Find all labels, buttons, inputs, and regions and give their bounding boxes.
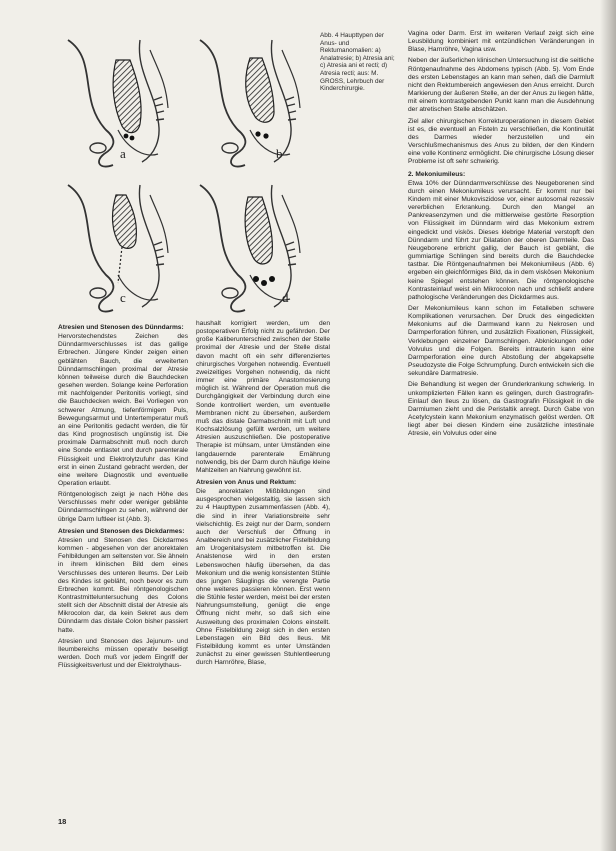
figure-panel-c [68, 185, 168, 312]
figure-panel-label-d: d [282, 290, 289, 305]
section-heading-meconium-ileus: 2. Mekoniumileus: [408, 170, 466, 178]
figure-panel-a [68, 40, 168, 167]
anorectal-anomaly-figure [58, 30, 313, 315]
figure-panel-label-b: b [276, 146, 283, 161]
paragraph: Atresien und Stenosen des Jejunum- und Ileumbereichs müssen operativ beseitigt werden. Doch muß vor jedem Eingriff der Flüssigkeitsverlust und der Elektrolythaus- [58, 637, 188, 670]
paragraph: Hervorstechendstes Zeichen des Dünndarmverschlusses ist das gallige Erbrechen. Jüngere Kinder zeigen einen geblähten Bauch, die erweiterten Dünndarmschlingen proximal der Atresie können teilweise durch die Bauchdecken gesehen werden. Solange keine Perforation mit nachfolgender Peritonitis vorliegt, sind die Bauchdecken weich. Bei Vorliegen von schwerer Atmung, tiefenförmigem Puls, Bewegungsarmut und Untertemperatur muß an eine Peritonitis gedacht werden, die für das Kind prognostisch ungünstig ist. Die proximale Darmabschnitt muß noch durch eine Sonde entlastet und durch parenterale Flüssigkeit und Elektrolytzufuhr das Kind erst in einen Zustand gebracht werden, der eine weitere Diagnostik und eventuelle Operation erlaubt. [58, 333, 188, 487]
section-heading-small-bowel: Atresien und Stenosen des Dünndarms: [58, 324, 184, 331]
paragraph: Ziel aller chirurgischen Korrekturoperationen in diesem Gebiet ist es, die eventuell an Fisteln zu verschließen, die Kontinuität des Darmes wieder herzustellen und ein Verschlußmechanismus des Anus zu bilden, der den Kindern eine volle Kontinenz ermöglicht. Die chirurgische Lösung dieser Probleme ist oft sehr schwierig. [408, 117, 594, 166]
paragraph: Etwa 10% der Dünndarmverschlüsse des Neugeborenen sind durch einen Mekoniumileus verursacht. Er kommt nur bei Kindern mit einer Mukoviszidose vor, einer autosomal rezessiv vererblichen Erkrankung. Durch den Mangel an Pankreasenzymen und die mittlerweise gestörte Resorption von Flüssigkeit im Dünndarm wird das Mekonium extrem eingedickt und viskös. Dieses klebrige Material verstopft den Dünndarm und führt zur Dilatation der oberen Darmteile. Das Neugeborene erbricht gallig, der Bauch ist gebläht, die gummiartige Schlingen sind bereits durch die Bauchdecke tastbar. Die Röntgenaufnahmen bei Mekoniumileus (Abb. 6) ergeben ein gleichförmiges Bild, da in dem viskösen Mekonium keine Spiegel entstehen können. Die röntgenologische Kontrasteinlauf weist ein Mikrocolon nach und schließt andere pathologische Veränderungen des Dickdarmes aus. [408, 179, 594, 301]
figure-caption: Abb. 4 Haupttypen der Anus- und Rektumanomalien: a) Analatresie; b) Atresia ani; c) Atresia ani et recti; d) Atresia recti; aus: M. GROSS, Lehrbuch der Kinderchirurgie. [320, 32, 395, 93]
figure-panel-label-c: c [120, 290, 126, 305]
paragraph: Die anorektalen Mißbildungen sind ausgesprochen vielgestaltig, sie lassen sich zu 4 Haupttypen zusammenfassen (Abb. 4), die sind in ihrer Variationsbreite sehr vielschichtig. Es zeigt nur der Darm, sondern auch der Verschluß der Öffnung in Analbereich und bei zusätzlicher Fistelbildung am Urogenitalsystem mitbetroffen ist. Die Analstenose wird in den ersten Lebenswochen häufig übersehen, da das Mekonium und die wenig konsistenten Stühle des jungen Säuglings die verengte Partie ohne weiteres passieren können. Erst wenn die Stühle fester werden, meist bei der ersten Nahrungsumstellung, genügt die enge Öffnung nicht mehr, so daß sich eine Ausweitung des proximalen Colons einstellt. Ohne Fistelbildung zeigt sich in den ersten Lebenstagen ein Bild des Ileus. Mit Fistelbildung kommt es unter Umständen zunächst zu einer gewissen Stuhlentleerung durch Harnröhre, Blase, [196, 488, 330, 667]
paragraph: Atresien und Stenosen des Dickdarmes kommen - abgesehen von der anorektalen Fehlbildungen am seltensten vor. Sie ähneln in ihrem klinischen Bild dem eines Verschlusses des unteren Ileums. Der Leib des Kindes ist gebläht, noch bevor es zum Erbrechen kommt. Bei röntgenologischen Kontrastmitteluntersuchung des Colons stellt sich der Abschnitt distal der Atresie als Mikrocolon dar, da kein Sekret aus dem Dünndarm das distale Colon bisher passiert hatte. [58, 536, 188, 634]
page-fold-shadow [600, 0, 616, 851]
figure-panel-b [200, 40, 300, 167]
paragraph: Neben der äußerlichen klinischen Untersuchung ist die seitliche Röntgenaufnahme des Abdomens typisch (Abb. 5). Vom Ende des ersten Lebenstages an kann man sehen, daß die Darmluft nicht den Rektumbereich angewiesen den Anus erreicht. Durch Markierung der äußeren Stelle, an der der Anus zu liegen hätte, mit einem kontrastgebenden Punkt kann man die Ausdehnung der atretischen Stelle abschätzen. [408, 57, 594, 114]
text-column-right [408, 30, 594, 442]
section-heading-large-bowel: Atresien und Stenosen des Dickdarmes: [58, 527, 185, 535]
paragraph: Vagina oder Darm. Erst im weiteren Verlauf zeigt sich eine Leusbildung kombiniert mit entzündlichen Veränderungen in Blase, Harnröhre, Vagina usw. [408, 30, 594, 54]
paragraph: Röntgenologisch zeigt je nach Höhe des Verschlusses mehr oder weniger geblähte Dünndarmschlingen zu sehen, während der übrige Darm luftleer ist (Abb. 3). [58, 491, 188, 523]
paragraph: haushalt korrigiert werden, um den postoperativen Erfolg nicht zu gefährden. Der große Kaliberunterschied zwischen der Stelle proximal der Atresie und der Stelle distal davon macht oft ein sehr differenziertes chirurgisches Vorgehen notwendig. Eventuell zweizeitiges Vorgehen notwendig, da nicht immer eine primäre Anastomosierung möglich ist. Während der Operation muß die Durchgängigkeit der Verbindung durch eine Sonde kontrolliert werden, um eventuelle Membranen nicht zu übersehen, außerdem muß das distale Darmabschnitt mit Luft und Kochsalzlösung gefüllt werden, um weitere Atresien auszuschließen. Die postoperative Therapie ist mühsam, unter Umständen eine langdauernde parenterale Ernährung notwendig, bis der Darm durch häufige kleine Mahlzeiten an Nahrung gewöhnt ist. [196, 320, 330, 474]
page-number: 18 [58, 817, 67, 826]
section-heading-anus-rectum: Atresien von Anus und Rektum: [196, 478, 297, 486]
figure-panel-label-a: a [120, 146, 126, 161]
paragraph: Die Behandlung ist wegen der Grunderkrankung schwierig. In unkomplizierten Fällen kann es gelingen, durch Gastrografin-Einlauf den Ileus zu lösen, da Gastrografin Flüssigkeit in die Darmlumen zieht und die Peristaltik anregt. Durch Gabe von Acetylcystein kann Mekonium enzymatisch gelöst werden. Oft liegt aber bei diesen Kindern eine zusätzliche intestinale Atresie, ein Volvulus oder eine [408, 381, 594, 438]
paragraph: Der Mekoniumileus kann schon im Fetalleben schwere Komplikationen verursachen. Der Druck des eingedickten Mekoniums auf die Darmwand kann zu Nekrosen und Darmperforation führen, und zusätzlich Fixationen, Flüssigkeit, Verklebungen einzelner Darmschlingen. Abknickungen oder Volvulus und die Folgen. Bereits intrauterin kann eine Darmperforation eine durch Abstoßung der abgekapselte Pseudozyste die Folge Schrumpfung. Durch entwickeln sich die sekundäre Darmatresie. [408, 305, 594, 378]
text-column-middle [196, 320, 330, 671]
text-column-left [58, 320, 188, 673]
